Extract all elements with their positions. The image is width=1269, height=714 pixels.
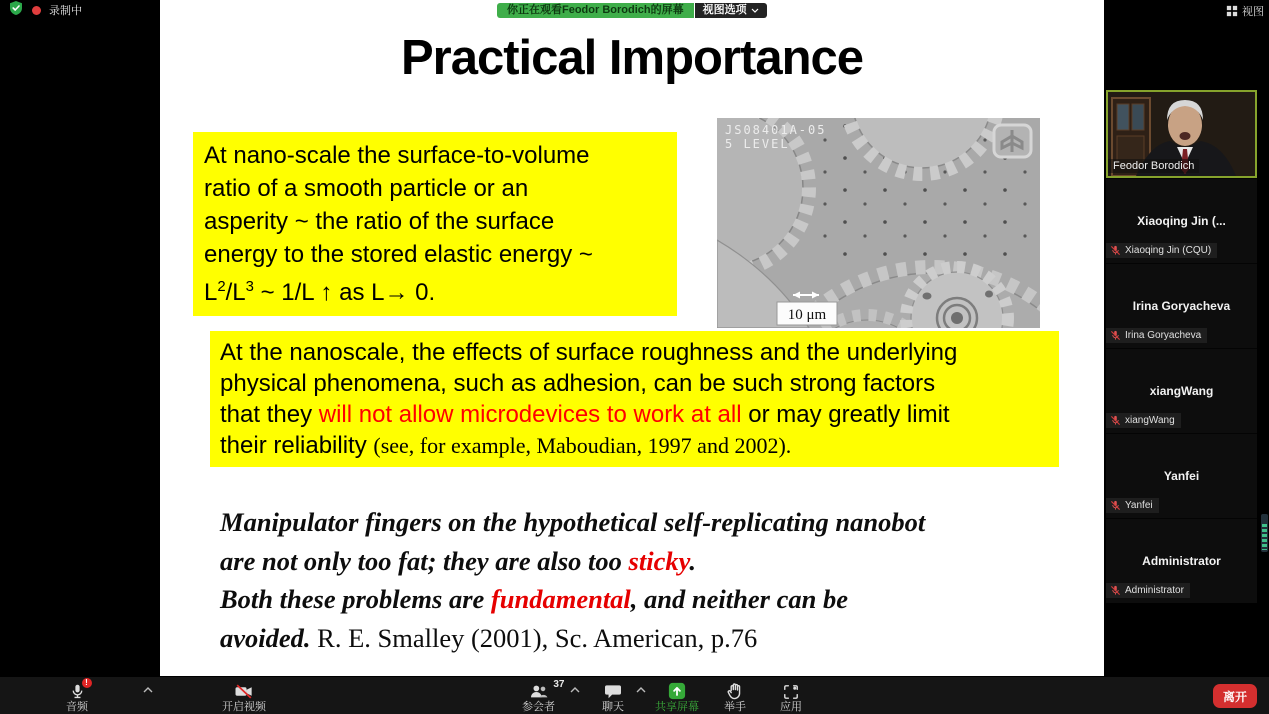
participant-label: xiangWang	[1106, 413, 1181, 428]
smalley-quote	[220, 503, 1104, 657]
participant-name: Xiaoqing Jin (...	[1137, 214, 1226, 228]
quote-line: are not only too fat; they are also too sticky.	[220, 545, 696, 576]
leave-button[interactable]: 离开	[1213, 684, 1257, 708]
text-line: physical phenomena, such as adhesion, can be such strong factors	[220, 370, 936, 397]
sem-id-text: JS08401A-05	[725, 123, 827, 137]
apps-label: 应用	[780, 701, 802, 713]
citation-note: (see, for example, Maboudian, 1997 and 2002).	[373, 433, 792, 458]
muted-mic-icon	[1110, 585, 1121, 596]
start-video-label: 开启视频	[222, 701, 266, 713]
slide-title: Practical Importance	[400, 31, 864, 85]
chevron-down-icon	[751, 8, 759, 13]
view-options-label: 视图选项	[702, 4, 747, 16]
participant-tile[interactable]	[1106, 178, 1257, 263]
quote-citation: R. E. Smalley (2001), Sc. American, p.76	[310, 622, 758, 653]
participant-label: Administrator	[1106, 583, 1190, 598]
recording-label: 录制中	[49, 5, 82, 17]
participant-name: Irina Goryacheva	[1132, 299, 1231, 313]
participant-label: Irina Goryacheva	[1106, 328, 1207, 343]
record-dot-icon	[32, 6, 41, 15]
red-emphasis-text: fundamental	[490, 584, 631, 614]
participant-tile[interactable]	[1106, 348, 1257, 433]
red-emphasis-text: sticky	[628, 545, 690, 576]
recording-indicator	[8, 2, 82, 18]
mic-alert-badge: !	[82, 678, 92, 688]
text-line-formula: $L^2/L^3$ ~ 1/L ↑ as L→ 0.	[204, 279, 436, 306]
text-line: At the nanoscale, the effects of surface roughness and the underlying	[220, 339, 958, 366]
participant-count-badge: 37	[553, 679, 565, 690]
participant-tile[interactable]	[1106, 433, 1257, 518]
participant-label: Xiaoqing Jin (CQU)	[1106, 243, 1217, 258]
chevron-up-icon[interactable]	[636, 687, 646, 693]
participant-name: Administrator	[1142, 554, 1221, 568]
camera-off-icon	[234, 683, 254, 700]
view-options-button[interactable]	[695, 3, 767, 18]
share-screen-button[interactable]	[655, 681, 699, 713]
view-label: 视图	[1242, 6, 1264, 18]
apps-button[interactable]	[780, 681, 802, 713]
raise-hand-label: 举手	[724, 701, 746, 713]
participants-button[interactable]	[522, 679, 565, 713]
sem-microgears-image	[717, 118, 1040, 328]
audio-level-indicator	[1261, 514, 1268, 552]
text-line: asperity ~ the ratio of the surface	[204, 208, 555, 235]
participant-tile[interactable]	[1106, 518, 1257, 603]
sandia-logo-icon	[994, 125, 1031, 157]
audio-label: 音频	[66, 701, 88, 713]
muted-mic-icon	[1110, 245, 1121, 256]
participant-name: Yanfei	[1163, 469, 1200, 483]
chat-button[interactable]	[602, 681, 624, 713]
text-line: ratio of a smooth particle or an	[204, 175, 529, 202]
participants-icon	[528, 684, 550, 700]
shared-screen-slide	[160, 0, 1104, 676]
shield-check-icon	[8, 0, 24, 21]
muted-mic-icon	[1110, 330, 1121, 341]
meeting-toolbar	[0, 676, 1269, 714]
participants-label: 参会者	[522, 701, 555, 713]
raise-hand-button[interactable]	[724, 681, 746, 713]
audio-button[interactable]	[66, 678, 88, 713]
speaker-video-tile[interactable]	[1106, 90, 1257, 178]
text-line: their reliability (see, for example, Maboudian, 1997 and 2002).	[220, 432, 792, 459]
participant-name: xiangWang	[1149, 384, 1214, 398]
share-screen-icon	[668, 682, 686, 700]
highlight-box-surface-volume	[193, 132, 677, 316]
chevron-up-icon[interactable]	[570, 687, 580, 693]
participant-tile[interactable]	[1106, 263, 1257, 348]
red-emphasis-text: will not allow microdevices to work at all	[318, 401, 742, 428]
screen-share-banner: 你正在观看Feodor Borodich的屏幕	[497, 3, 694, 18]
participant-label: Yanfei	[1106, 498, 1159, 513]
sem-level-text: 5 LEVEL	[725, 137, 790, 151]
raise-hand-icon	[727, 682, 743, 700]
view-button[interactable]	[1226, 3, 1264, 19]
text-line: At nano-scale the surface-to-volume	[204, 142, 590, 169]
grid-view-icon	[1226, 5, 1238, 17]
muted-mic-icon	[1110, 415, 1121, 426]
text-line: energy to the stored elastic energy ~	[204, 241, 593, 268]
text-line: that they will not allow microdevices to work at all or may greatly limit	[220, 401, 950, 428]
chat-label: 聊天	[602, 701, 624, 713]
quote-line: Both these problems are fundamental, and neither can be	[220, 584, 848, 614]
chevron-up-icon[interactable]	[143, 687, 153, 693]
chat-icon	[604, 684, 622, 700]
start-video-button[interactable]	[222, 681, 266, 713]
quote-line: avoided. R. E. Smalley (2001), Sc. American, p.76	[220, 622, 758, 653]
muted-mic-icon	[1110, 500, 1121, 511]
highlight-box-roughness	[210, 331, 1059, 467]
quote-line: Manipulator fingers on the hypothetical self-replicating nanobot	[220, 507, 926, 537]
speaker-name-label: Feodor Borodich	[1108, 159, 1199, 173]
apps-icon	[783, 684, 799, 700]
participants-panel	[1106, 90, 1257, 603]
scale-label: 10 μm	[787, 307, 827, 323]
share-screen-label: 共享屏幕	[655, 701, 699, 713]
